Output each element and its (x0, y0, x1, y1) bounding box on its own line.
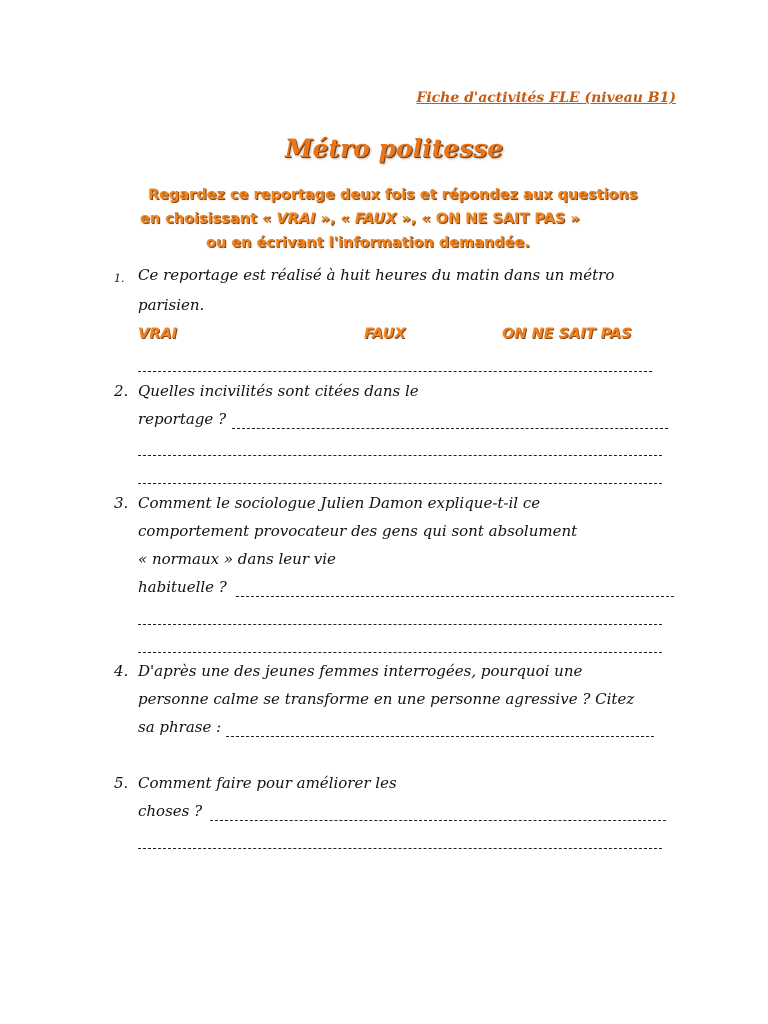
instructions-line-2: en choisissant « VRAI », « FAUX », « ON NE SAIT PAS » (140, 211, 580, 227)
instructions-line-1: Regardez ce reportage deux fois et répondez aux questions (148, 187, 638, 203)
option-faux[interactable]: FAUX (364, 326, 406, 342)
worksheet-header: Fiche d'activités FLE (niveau B1) (416, 90, 676, 106)
answer-line[interactable] (210, 820, 666, 821)
question-text: parisien. (138, 296, 205, 314)
page-title (0, 134, 768, 163)
answer-line[interactable] (236, 596, 674, 597)
question-text: Comment le sociologue Julien Damon explique-t-il ce (138, 494, 541, 512)
question-text: Quelles incivilités sont citées dans le (138, 382, 419, 400)
question-text: personne calme se transforme en une personne agressive ? Citez (138, 690, 635, 708)
answer-line[interactable] (226, 736, 654, 737)
question-number: 1. (114, 272, 125, 285)
page-title-text: Métro politesse (284, 134, 504, 163)
answer-line[interactable] (138, 455, 662, 456)
question-number: 4. (114, 662, 129, 680)
question-text: D'après une des jeunes femmes interrogées, pourquoi une (138, 662, 583, 680)
question-number: 5. (114, 774, 129, 792)
answer-line[interactable] (232, 428, 668, 429)
question-text: Comment faire pour améliorer les (138, 774, 397, 792)
option-nsp[interactable]: ON NE SAIT PAS (502, 326, 632, 342)
answer-line[interactable] (138, 371, 652, 372)
question-text: sa phrase : (138, 718, 222, 736)
option-vrai[interactable]: VRAI (138, 326, 178, 342)
question-text: comportement provocateur des gens qui sont absolument (138, 522, 578, 540)
question-number: 2. (114, 382, 129, 400)
answer-line[interactable] (138, 624, 662, 625)
instructions-line-3: ou en écrivant l'information demandée. (206, 235, 530, 251)
question-text: Ce reportage est réalisé à huit heures du matin dans un métro (138, 266, 615, 284)
question-text: « normaux » dans leur vie (138, 550, 336, 568)
answer-line[interactable] (138, 848, 662, 849)
question-text: reportage ? (138, 410, 227, 428)
question-text: choses ? (138, 802, 203, 820)
question-text: habituelle ? (138, 578, 227, 596)
answer-line[interactable] (138, 652, 662, 653)
answer-line[interactable] (138, 483, 662, 484)
question-number: 3. (114, 494, 129, 512)
